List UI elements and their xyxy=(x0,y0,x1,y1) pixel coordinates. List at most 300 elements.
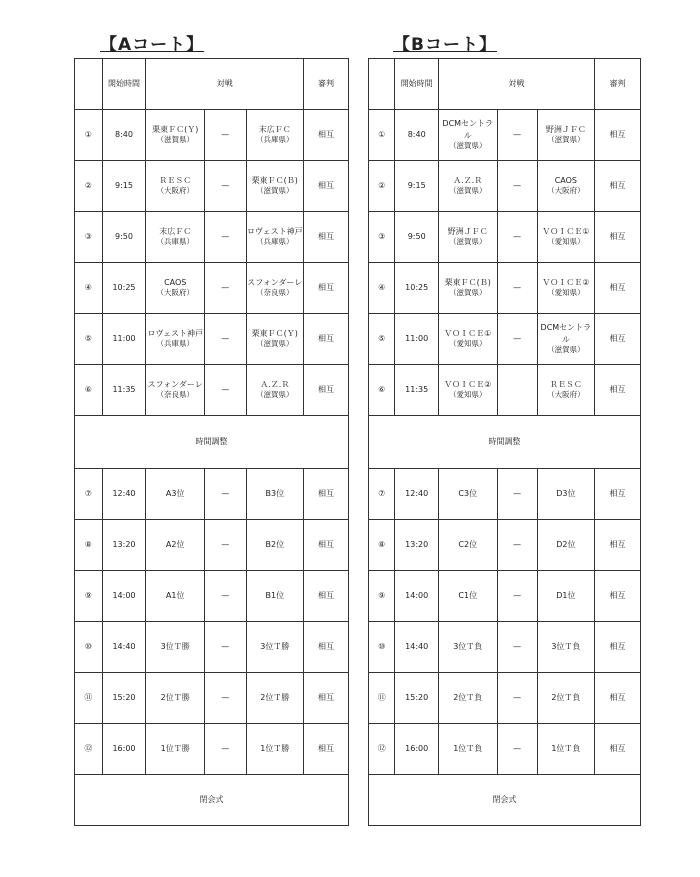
closing-ceremony-text: 閉会式 xyxy=(492,795,517,805)
header-match xyxy=(146,59,304,110)
start-time-text: 9:50 xyxy=(407,232,426,242)
home-team xyxy=(438,212,497,263)
start-time-text: 9:50 xyxy=(115,232,133,242)
start-time-text: 15:20 xyxy=(112,693,136,703)
time-adjustment xyxy=(75,416,349,469)
start-time xyxy=(395,314,439,365)
versus-dash xyxy=(497,314,537,365)
referee-text: 相互 xyxy=(318,283,335,293)
away-team xyxy=(246,571,304,622)
start-time xyxy=(395,212,439,263)
home-team xyxy=(438,365,497,416)
referee-text: 相互 xyxy=(609,642,626,652)
versus-dash-text: — xyxy=(513,130,522,140)
header-start-time xyxy=(395,59,439,110)
away-team xyxy=(246,161,304,212)
home-team-name: C2位 xyxy=(458,540,478,550)
header-blank xyxy=(369,59,395,110)
versus-dash-text: — xyxy=(221,181,230,191)
start-time-text: 13:20 xyxy=(405,540,429,550)
versus-dash-text: — xyxy=(513,181,522,191)
court-b-title: 【Bコート】 xyxy=(393,35,497,55)
home-team xyxy=(146,520,205,571)
header-start-time-text: 開始時間 xyxy=(400,79,433,89)
versus-dash-text: — xyxy=(513,540,522,550)
home-team xyxy=(438,314,497,365)
away-team-name: DCMセントラル xyxy=(540,322,592,344)
versus-dash xyxy=(497,110,537,161)
match-number xyxy=(369,110,395,161)
versus-dash-text: — xyxy=(513,693,522,703)
versus-dash xyxy=(497,622,537,673)
away-team-name: スフォンダーレ xyxy=(247,277,303,287)
referee-text: 相互 xyxy=(609,181,626,191)
referee xyxy=(304,365,349,416)
versus-dash xyxy=(205,212,246,263)
match-row xyxy=(75,212,349,263)
start-time xyxy=(395,365,439,416)
versus-dash xyxy=(497,161,537,212)
away-team xyxy=(246,622,304,673)
match-row xyxy=(75,263,349,314)
match-number xyxy=(369,724,395,775)
versus-dash xyxy=(497,263,537,314)
home-team xyxy=(146,365,205,416)
home-team-name: C3位 xyxy=(458,489,478,499)
time-adjustment xyxy=(369,416,641,469)
home-team-name: ロヴェスト神戸 xyxy=(147,328,204,338)
start-time xyxy=(395,673,439,724)
versus-dash xyxy=(205,673,246,724)
home-team-name: DCMセントラル xyxy=(442,118,494,140)
match-number-text: ② xyxy=(378,181,386,191)
home-team-name: 2位Ｔ勝 xyxy=(160,693,190,703)
away-team xyxy=(246,469,304,520)
home-team-prefecture: （兵庫県） xyxy=(156,339,194,349)
referee xyxy=(595,263,641,314)
referee-text: 相互 xyxy=(609,744,626,754)
match-row xyxy=(369,520,641,571)
referee xyxy=(595,622,641,673)
away-team-prefecture: （愛知県） xyxy=(547,237,585,247)
start-time-text: 10:25 xyxy=(112,283,136,293)
match-number-text: ⑫ xyxy=(84,744,93,754)
header-referee-text: 審判 xyxy=(609,79,626,89)
away-team-name: B2位 xyxy=(265,540,285,550)
referee-text: 相互 xyxy=(609,489,626,499)
home-team-prefecture: （滋賀県） xyxy=(448,141,487,151)
court-a-title: 【Aコート】 xyxy=(100,35,205,55)
versus-dash-text: — xyxy=(513,283,522,293)
away-team xyxy=(246,724,304,775)
versus-dash xyxy=(205,622,246,673)
away-team-name: ＶＯＩＣＥ① xyxy=(542,226,590,236)
versus-dash xyxy=(205,571,246,622)
home-team-name: 野洲ＪＦＣ xyxy=(447,226,488,236)
home-team xyxy=(146,571,205,622)
away-team xyxy=(246,520,304,571)
referee-text: 相互 xyxy=(318,181,335,191)
header-match xyxy=(438,59,594,110)
away-team-prefecture: （奈良県） xyxy=(256,288,294,298)
away-team xyxy=(537,263,594,314)
time-adjustment-text: 時間調整 xyxy=(488,437,521,447)
versus-dash-text: — xyxy=(513,591,522,601)
away-team-name: D3位 xyxy=(556,489,576,499)
header-blank xyxy=(75,59,103,110)
away-team-prefecture: （滋賀県） xyxy=(256,390,294,400)
match-row xyxy=(75,724,349,775)
away-team-prefecture: （滋賀県） xyxy=(256,186,294,196)
away-team xyxy=(537,469,594,520)
away-team-name: D2位 xyxy=(556,540,576,550)
match-row xyxy=(369,724,641,775)
match-row xyxy=(75,314,349,365)
match-number-text: ⑪ xyxy=(377,693,386,703)
versus-dash xyxy=(205,724,246,775)
home-team-name: ＶＯＩＣＥ② xyxy=(444,379,492,389)
start-time-text: 14:00 xyxy=(405,591,429,601)
away-team-name: CAOS xyxy=(554,175,577,185)
home-team-prefecture: （滋賀県） xyxy=(448,237,487,247)
start-time-text: 16:00 xyxy=(112,744,136,754)
away-team xyxy=(537,365,594,416)
home-team xyxy=(146,673,205,724)
start-time-text: 8:40 xyxy=(115,130,133,140)
start-time xyxy=(102,622,146,673)
home-team xyxy=(438,520,497,571)
match-row xyxy=(75,110,349,161)
versus-dash-text: — xyxy=(221,591,230,601)
start-time xyxy=(102,263,146,314)
away-team-name: 3位Ｔ負 xyxy=(551,642,581,652)
match-row xyxy=(369,212,641,263)
match-number-text: ② xyxy=(84,181,92,191)
court-a-schedule-table xyxy=(74,58,349,826)
referee-text: 相互 xyxy=(609,130,626,140)
start-time-text: 9:15 xyxy=(407,181,426,191)
away-team-name: 1位Ｔ負 xyxy=(551,744,581,754)
header-match-text: 対戦 xyxy=(508,79,525,89)
home-team-name: 栗東ＦＣ(Ｂ) xyxy=(444,277,491,287)
header-row xyxy=(369,59,641,110)
home-team-name: ＲＥＳＣ xyxy=(159,175,192,185)
versus-dash xyxy=(205,469,246,520)
home-team xyxy=(438,724,497,775)
match-number-text: ⑥ xyxy=(378,385,386,395)
match-row xyxy=(75,571,349,622)
start-time-text: 12:40 xyxy=(405,489,429,499)
match-number xyxy=(75,724,103,775)
referee xyxy=(595,365,641,416)
referee-text: 相互 xyxy=(318,334,335,344)
match-number-text: ⑤ xyxy=(378,334,386,344)
match-number xyxy=(369,571,395,622)
home-team-name: 1位Ｔ勝 xyxy=(160,744,190,754)
start-time-text: 8:40 xyxy=(407,130,426,140)
home-team xyxy=(146,263,205,314)
away-team xyxy=(537,314,594,365)
start-time xyxy=(102,110,146,161)
start-time-text: 9:15 xyxy=(115,181,133,191)
versus-dash-text: — xyxy=(513,642,522,652)
away-team xyxy=(537,571,594,622)
match-number xyxy=(75,263,103,314)
away-team-prefecture: （大阪府） xyxy=(547,186,585,196)
away-team-name: Ａ.Ｚ.Ｒ xyxy=(260,379,290,389)
start-time xyxy=(102,212,146,263)
home-team-name: 末広ＦＣ xyxy=(159,226,192,236)
versus-dash xyxy=(205,314,246,365)
away-team xyxy=(246,263,304,314)
match-number xyxy=(369,161,395,212)
match-number-text: ⑧ xyxy=(378,540,386,550)
versus-dash xyxy=(205,263,246,314)
header-match-text: 対戦 xyxy=(216,79,233,89)
versus-dash-text: — xyxy=(513,232,522,242)
referee-text: 相互 xyxy=(609,334,626,344)
court-b-schedule-table xyxy=(368,58,641,826)
start-time xyxy=(395,161,439,212)
away-team-name: ＶＯＩＣＥ② xyxy=(542,277,590,287)
referee xyxy=(304,161,349,212)
match-number xyxy=(369,212,395,263)
referee-text: 相互 xyxy=(609,232,626,242)
versus-dash-text: — xyxy=(221,283,230,293)
versus-dash xyxy=(205,110,246,161)
away-team-prefecture: （兵庫県） xyxy=(256,237,294,247)
start-time xyxy=(102,314,146,365)
away-team-name: 栗東ＦＣ(Ｂ) xyxy=(251,175,298,185)
referee-text: 相互 xyxy=(318,540,335,550)
match-number-text: ⑤ xyxy=(84,334,92,344)
start-time-text: 11:35 xyxy=(112,385,136,395)
match-number-text: ⑦ xyxy=(84,489,92,499)
versus-dash-text: — xyxy=(221,693,230,703)
referee-text: 相互 xyxy=(609,385,626,395)
start-time xyxy=(395,724,439,775)
time-adjustment-text: 時間調整 xyxy=(195,437,228,447)
start-time xyxy=(395,263,439,314)
header-row xyxy=(75,59,349,110)
home-team-name: 栗東ＦＣ(Ｙ) xyxy=(152,124,199,134)
referee-text: 相互 xyxy=(318,744,335,754)
match-row xyxy=(369,314,641,365)
versus-dash-text: — xyxy=(513,334,522,344)
match-number xyxy=(75,673,103,724)
match-row xyxy=(369,469,641,520)
match-row xyxy=(75,673,349,724)
match-number xyxy=(75,622,103,673)
start-time-text: 11:35 xyxy=(405,385,429,395)
referee xyxy=(304,520,349,571)
match-number xyxy=(75,110,103,161)
match-number xyxy=(75,365,103,416)
home-team-name: 3位Ｔ勝 xyxy=(160,642,190,652)
match-row xyxy=(369,622,641,673)
match-number-text: ⑧ xyxy=(84,540,92,550)
referee-text: 相互 xyxy=(609,283,626,293)
match-number xyxy=(369,673,395,724)
versus-dash-text: — xyxy=(221,642,230,652)
away-team-prefecture: （滋賀県） xyxy=(256,339,294,349)
away-team xyxy=(246,673,304,724)
match-number xyxy=(75,520,103,571)
match-number xyxy=(369,469,395,520)
away-team-name: B1位 xyxy=(265,591,285,601)
away-team xyxy=(537,520,594,571)
header-referee xyxy=(595,59,641,110)
home-team-name: ＶＯＩＣＥ① xyxy=(444,328,492,338)
match-number-text: ④ xyxy=(378,283,386,293)
versus-dash xyxy=(497,520,537,571)
break-row xyxy=(75,416,349,469)
header-start-time xyxy=(102,59,146,110)
home-team xyxy=(146,212,205,263)
match-number xyxy=(75,161,103,212)
match-number-text: ⑨ xyxy=(84,591,92,601)
home-team-prefecture: （滋賀県） xyxy=(448,288,487,298)
home-team-prefecture: （愛知県） xyxy=(448,390,487,400)
versus-dash xyxy=(497,571,537,622)
home-team-prefecture: （滋賀県） xyxy=(156,135,194,145)
match-number xyxy=(75,212,103,263)
home-team-name: スフォンダーレ xyxy=(147,379,203,389)
away-team-name: 1位Ｔ勝 xyxy=(260,744,290,754)
versus-dash xyxy=(497,673,537,724)
match-number-text: ⑦ xyxy=(378,489,386,499)
home-team-prefecture: （滋賀県） xyxy=(448,186,487,196)
away-team xyxy=(537,673,594,724)
match-row xyxy=(75,520,349,571)
referee xyxy=(595,110,641,161)
break-row xyxy=(369,416,641,469)
start-time-text: 15:20 xyxy=(405,693,429,703)
match-row xyxy=(75,161,349,212)
away-team-name: 2位Ｔ勝 xyxy=(260,693,290,703)
away-team xyxy=(537,724,594,775)
away-team xyxy=(246,212,304,263)
match-row xyxy=(75,365,349,416)
home-team xyxy=(146,724,205,775)
referee-text: 相互 xyxy=(318,130,335,140)
referee-text: 相互 xyxy=(318,385,335,395)
versus-dash-text: — xyxy=(221,130,230,140)
closing-row xyxy=(75,775,349,826)
versus-dash-text: — xyxy=(221,540,230,550)
versus-dash xyxy=(497,212,537,263)
match-row xyxy=(369,110,641,161)
home-team xyxy=(146,622,205,673)
away-team-name: ロヴェスト神戸 xyxy=(246,226,303,236)
referee-text: 相互 xyxy=(318,489,335,499)
match-number-text: ⑪ xyxy=(84,693,93,703)
start-time-text: 14:00 xyxy=(112,591,136,601)
match-number xyxy=(369,622,395,673)
home-team-prefecture: （大阪府） xyxy=(156,288,194,298)
start-time xyxy=(102,161,146,212)
match-row xyxy=(75,622,349,673)
referee-text: 相互 xyxy=(318,642,335,652)
away-team-name: B3位 xyxy=(265,489,285,499)
match-number xyxy=(75,571,103,622)
start-time xyxy=(102,724,146,775)
home-team-prefecture: （兵庫県） xyxy=(156,237,194,247)
versus-dash xyxy=(497,469,537,520)
referee xyxy=(595,724,641,775)
home-team-name: 3位Ｔ負 xyxy=(453,642,483,652)
home-team-name: 1位Ｔ負 xyxy=(453,744,483,754)
home-team xyxy=(438,622,497,673)
match-number-text: ① xyxy=(84,130,92,140)
start-time-text: 11:00 xyxy=(112,334,136,344)
home-team-prefecture: （愛知県） xyxy=(448,339,487,349)
referee xyxy=(304,314,349,365)
start-time xyxy=(395,571,439,622)
versus-dash xyxy=(205,161,246,212)
start-time xyxy=(102,673,146,724)
away-team-name: 野洲ＪＦＣ xyxy=(545,124,586,134)
referee xyxy=(304,724,349,775)
start-time-text: 11:00 xyxy=(405,334,429,344)
referee xyxy=(304,622,349,673)
away-team-name: 栗東ＦＣ(Ｙ) xyxy=(251,328,298,338)
away-team-prefecture: （滋賀県） xyxy=(547,345,585,355)
match-number xyxy=(75,314,103,365)
match-number xyxy=(369,314,395,365)
start-time xyxy=(102,571,146,622)
match-number xyxy=(369,263,395,314)
referee xyxy=(595,571,641,622)
match-number-text: ③ xyxy=(84,232,92,242)
versus-dash-text: — xyxy=(221,232,230,242)
home-team xyxy=(438,110,497,161)
start-time xyxy=(102,365,146,416)
referee xyxy=(304,571,349,622)
home-team xyxy=(438,673,497,724)
versus-dash-text: — xyxy=(221,385,230,395)
header-referee-text: 審判 xyxy=(318,79,335,89)
home-team xyxy=(438,469,497,520)
referee xyxy=(304,469,349,520)
versus-dash xyxy=(497,365,537,416)
referee-text: 相互 xyxy=(318,693,335,703)
match-number-text: ⑨ xyxy=(378,591,386,601)
versus-dash xyxy=(205,365,246,416)
referee-text: 相互 xyxy=(609,591,626,601)
closing-ceremony-text: 閉会式 xyxy=(199,795,224,805)
home-team-prefecture: （奈良県） xyxy=(156,390,194,400)
home-team-name: A2位 xyxy=(165,540,185,550)
referee xyxy=(304,110,349,161)
match-row xyxy=(369,673,641,724)
away-team xyxy=(246,314,304,365)
referee xyxy=(595,212,641,263)
away-team-prefecture: （滋賀県） xyxy=(547,135,585,145)
home-team-prefecture: （大阪府） xyxy=(156,186,194,196)
referee-text: 相互 xyxy=(318,591,335,601)
versus-dash-text: — xyxy=(221,744,230,754)
home-team-name: A3位 xyxy=(165,489,185,499)
referee xyxy=(595,469,641,520)
home-team xyxy=(438,571,497,622)
versus-dash-text: — xyxy=(513,489,522,499)
referee-text: 相互 xyxy=(609,540,626,550)
match-number xyxy=(369,365,395,416)
home-team-name: Ａ.Ｚ.Ｒ xyxy=(453,175,483,185)
away-team-name: 3位Ｔ勝 xyxy=(260,642,290,652)
referee xyxy=(304,263,349,314)
